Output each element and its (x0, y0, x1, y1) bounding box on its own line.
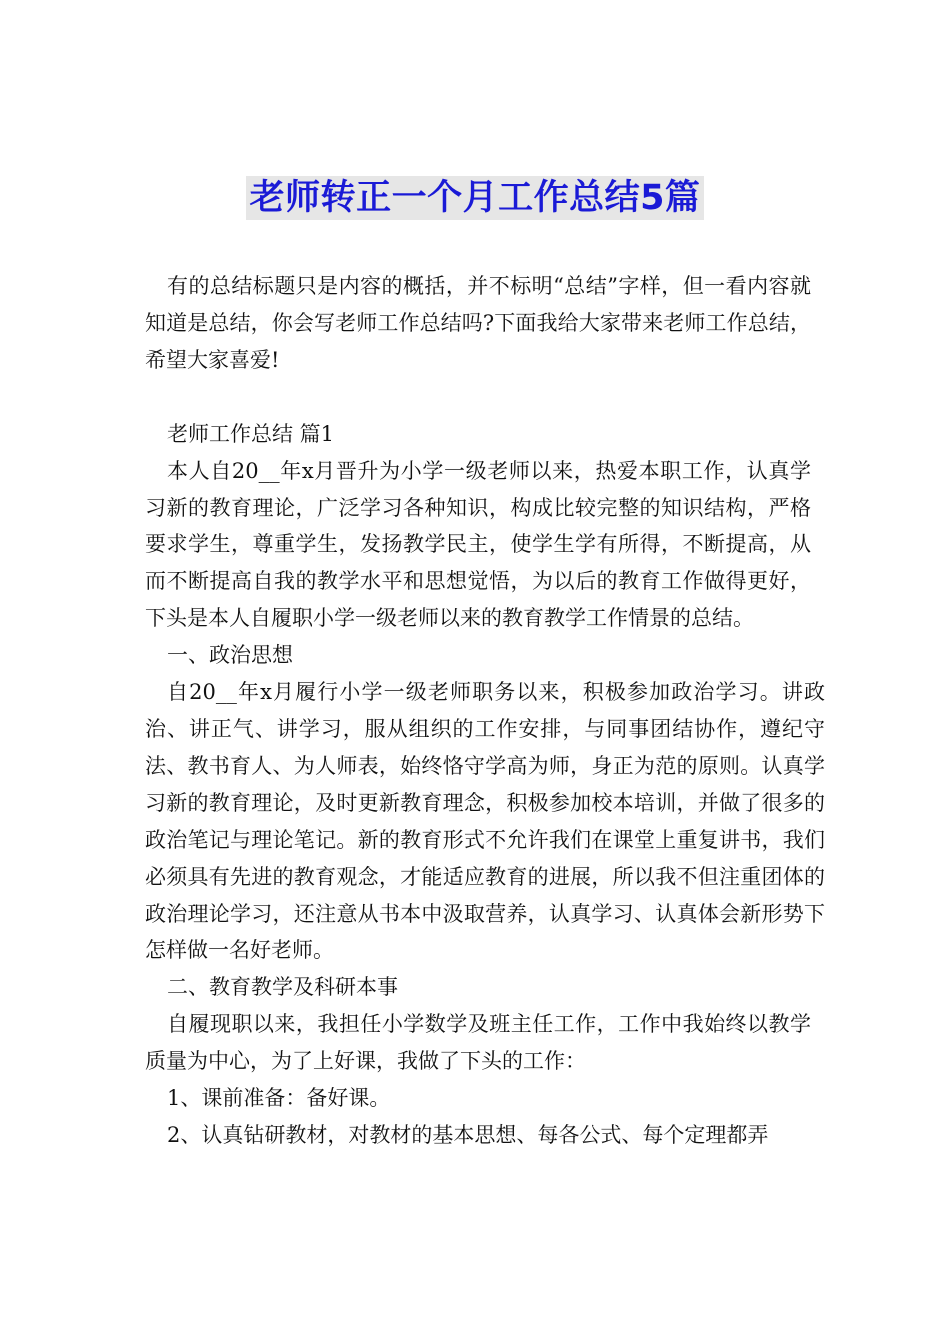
subsection-heading-politics: 一、政治思想 (167, 643, 293, 668)
list-item: 1、课前准备：备好课。 (167, 1086, 391, 1111)
intro-paragraph: 有的总结标题只是内容的概括，并不标明“总结”字样，但一看内容就知道是总结，你会写老师工作总结吗?下面我给大家带来老师工作总结，希望大家喜爱! (145, 274, 811, 372)
body-paragraph: 自履现职以来，我担任小学数学及班主任工作，工作中我始终以教学质量为中心，为了上好课，我做了下头的工作： (145, 1012, 811, 1074)
subsection-heading-teaching: 二、教育教学及科研本事 (167, 975, 398, 1000)
document-title: 老师转正一个月工作总结5篇 (246, 176, 705, 220)
body-paragraph: 自20__年x月履行小学一级老师职务以来，积极参加政治学习。讲政治、讲正气、讲学习，服从组织的工作安排，与同事团结协作，遵纪守法、教书育人、为人师表，始终恪守学高为师，身正为范的原则。认真学习新的教育理论，及时更新教育理念，积极参加校本培训，并做了很多的政治笔记与理论笔记。新的教育形式不允许我们在课堂上重复讲书，我们必须具有先进的教育观念，才能适应教育的进展，所以我不但注重团体的政治理论学习，还注意从书本中汲取营养，认真学习、认真体会新形势下怎样做一名好老师。 (145, 680, 825, 963)
title-container (0, 176, 950, 220)
list-item: 2、认真钻研教材，对教材的基本思想、每各公式、每个定理都弄 (167, 1122, 769, 1147)
document-body (145, 268, 825, 1154)
section-heading-1: 老师工作总结 篇1 (167, 421, 335, 446)
body-paragraph: 本人自20__年x月晋升为小学一级老师以来，热爱本职工作，认真学习新的教育理论，广泛学习各种知识，构成比较完整的知识结构，严格要求学生，尊重学生，发扬教学民主，使学生学有所得，不断提高，从而不断提高自我的教学水平和思想觉悟，为以后的教育工作做得更好，下头是本人自履职小学一级老师以来的教育教学工作情景的总结。 (145, 458, 811, 631)
paragraph-spacer (145, 379, 811, 416)
